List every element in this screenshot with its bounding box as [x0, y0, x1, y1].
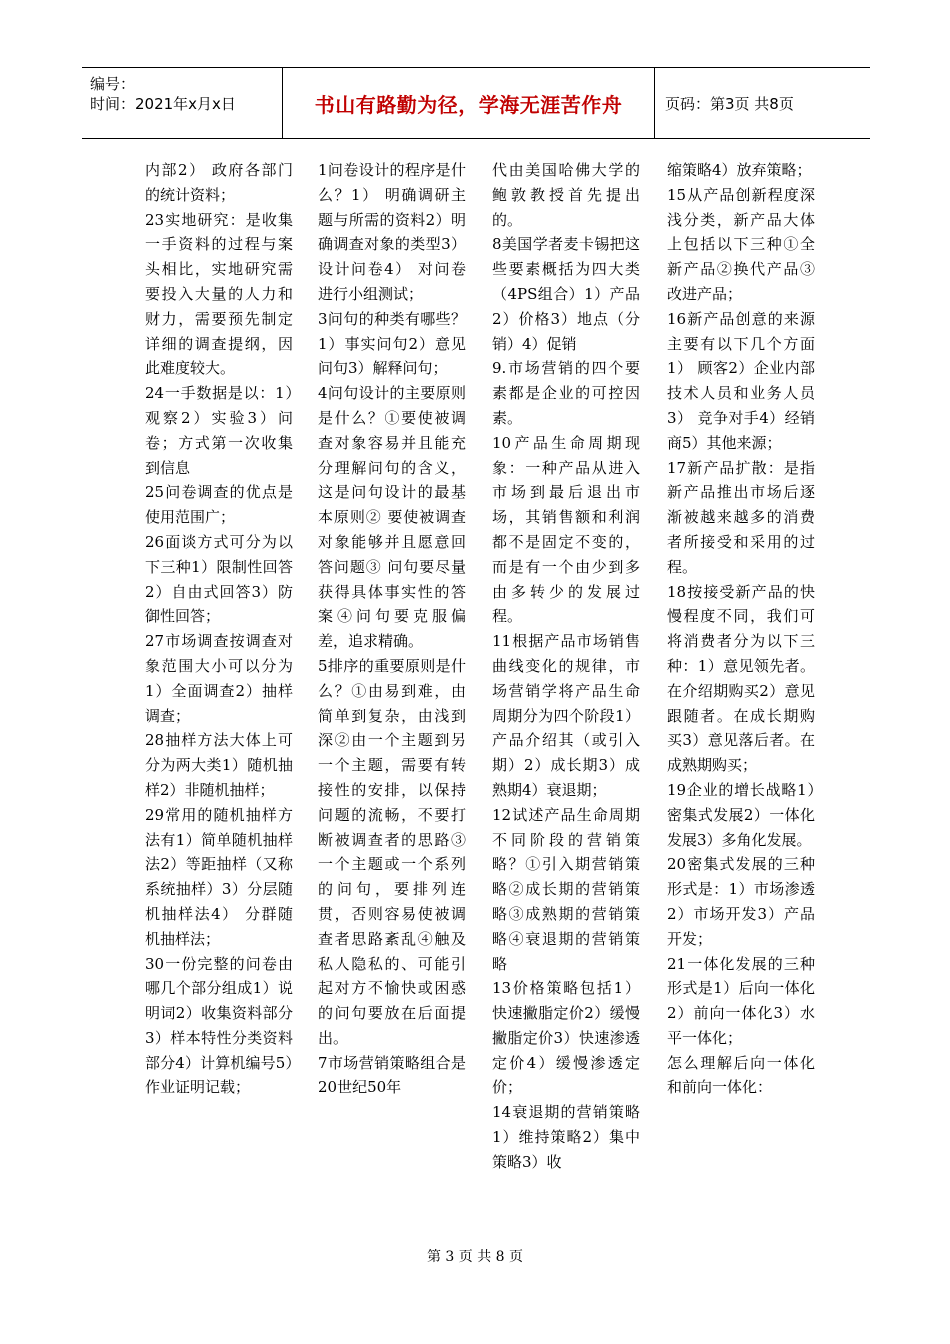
- paragraph: 23实地研究：是收集一手资料的过程与案头相比，实地研究需要投入大量的人力和 财力，需要预先制定详细的调查提纲，因此难度较大。: [145, 210, 309, 378]
- paragraph: 3问句的种类有哪些？1）事实问句2）意见问句3）解释问句；: [318, 309, 466, 378]
- paragraph: 1问卷设计的程序是什么？1） 明确调研主题与所需的资料2）明确调查对象的类型3） 设计问卷4） 对问卷进行小组测试；: [318, 161, 466, 303]
- page-header: [82, 67, 870, 139]
- document-number-label: 编号：: [90, 75, 136, 93]
- paragraph: 17新产品扩散：是指新产品推出市场后逐渐被越来越多的消费者所接受和采用的过程。: [667, 458, 815, 576]
- paragraph: 11根据产品市场销售曲线变化的规律，市场营销学将产品生命周期分为四个阶段1）产品介绍其（或引入期）2）成长期3）成熟期4）衰退期；: [492, 632, 640, 799]
- paragraph: 5排序的重要原则是什么？①由易到难，由简单到复杂，由浅到深②由一个主题到另一个主题，需要有转接性的安排，以保持问题的流畅，不要打断被调查者的思路③一个主题或一个系列的问句，要排列连贯，否则容易使被调查者思路紊乱④触及私人隐私的、可能引起对方不愉快或困惑的问句要放在后面提出。: [318, 656, 466, 1047]
- paragraph: 21一体化发展的三种形式是1）后向一体化2）前向一体化3）水平一体化；: [667, 954, 815, 1047]
- paragraph: 10产品生命周期现象：一种产品从进入市场到最后退出市场，其销售额和利润都不是固定不变的，而是有一个由少到多由多转少的发展过程。: [492, 433, 640, 626]
- paragraph: 13价格策略包括1）快速撇脂定价2）缓慢撇脂定价3）快速渗透定价4）缓慢渗透定价；: [492, 979, 640, 1097]
- paragraph: 缩策略4）放弃策略；: [667, 161, 812, 179]
- paragraph: 19企业的增长战略1）密集式发展2）一体化发展3）多角化发展。: [667, 780, 815, 849]
- paragraph: 14衰退期的营销策略1）维持策略2）集中策略3）收: [492, 1103, 640, 1171]
- paragraph: 28抽样方法大体上可分为两大类1）随机抽样2）非随机抽样；: [145, 731, 293, 799]
- text-column-1: [145, 158, 309, 1100]
- paragraph: 20密集式发展的三种形式是：1）市场渗透2）市场开发3）产品开发；: [667, 855, 815, 948]
- paragraph: 7市场营销策略组合是20世纪50年: [318, 1053, 466, 1097]
- paragraph: 29常用的随机抽样方法有1）简单随机抽样法2）等距抽样（又称系统抽样）3）分层随机抽样法4） 分群随机抽样法；: [145, 805, 293, 948]
- paragraph: 怎么理解后向一体化和前向一体化：: [667, 1053, 815, 1097]
- page-footer: [0, 1246, 950, 1266]
- document-time-label: 时间：2021年x月x日: [90, 95, 236, 113]
- paragraph: 8美国学者麦卡锡把这些要素概括为四大类（4PS组合）1）产品2）价格3）地点（分销）4）促销: [492, 235, 640, 353]
- text-column-2: [318, 158, 466, 1100]
- paragraph: 25问卷调查的优点是使用范围广；: [145, 483, 293, 527]
- paragraph: 15从产品创新程度深浅分类，新产品大体上包括以下三种①全新产品②换代产品③改进产品；: [667, 185, 815, 303]
- text-column-4: [667, 158, 815, 1100]
- paragraph: 24一手数据是以：1）观察2）实验3）问卷；方式第一次收集到信息: [145, 384, 293, 477]
- paragraph: 27市场调查按调查对象范围大小可以分为1）全面调查2）抽样调查；: [145, 632, 293, 725]
- text-column-3: [492, 158, 640, 1175]
- header-motto-cell: [282, 68, 655, 138]
- paragraph: 内部2） 政府各部门的统计资料；: [145, 161, 293, 204]
- paragraph: 12试述产品生命周期不同阶段的营销策略？①引入期营销策略②成长期的营销策略③成熟期的营销策略④衰退期的营销策略: [492, 805, 640, 973]
- header-motto: 书山有路勤为径，学海无涯苦作舟: [314, 92, 623, 117]
- paragraph: 16新产品创意的来源主要有以下几个方面1） 顾客2）企业内部技术人员和业务人员3） 竞争对手4）经销商5）其他来源；: [667, 309, 815, 452]
- paragraph: 18按接受新产品的快慢程度不同，我们可将消费者分为以下三种：1）意见领先者。在介绍期购买2）意见跟随者。在成长期购买3）意见落后者。在成熟期购买；: [667, 582, 815, 775]
- paragraph: 30一份完整的问卷由哪几个部分组成1）说明词2）收集资料部分3）样本特性分类资料部分4）计算机编号5）作业证明记载；: [145, 954, 293, 1097]
- header-meta: [82, 68, 282, 138]
- footer-page-number: 第 3 页 共 8 页: [426, 1249, 524, 1265]
- paragraph: 代由美国哈佛大学的鲍敦教授首先提出的。: [492, 161, 640, 229]
- paragraph: 26面谈方式可分为以下三种1）限制性回答2）自由式回答3）防御性回答；: [145, 532, 293, 626]
- header-page-cell: [655, 68, 870, 138]
- paragraph: 4问句设计的主要原则是什么？①要使被调查对象容易并且能充分理解问句的含义，这是问句设计的最基本原则② 要使被调查对象能够并且愿意回答问题③ 问句要尽量获得具体事实性的答案④问句要克服偏差，追求精确。: [318, 384, 466, 651]
- header-page-label: 页码：第3页 共8页: [665, 94, 794, 113]
- paragraph: 9.市场营销的四个要素都是企业的可控因素。: [492, 359, 640, 427]
